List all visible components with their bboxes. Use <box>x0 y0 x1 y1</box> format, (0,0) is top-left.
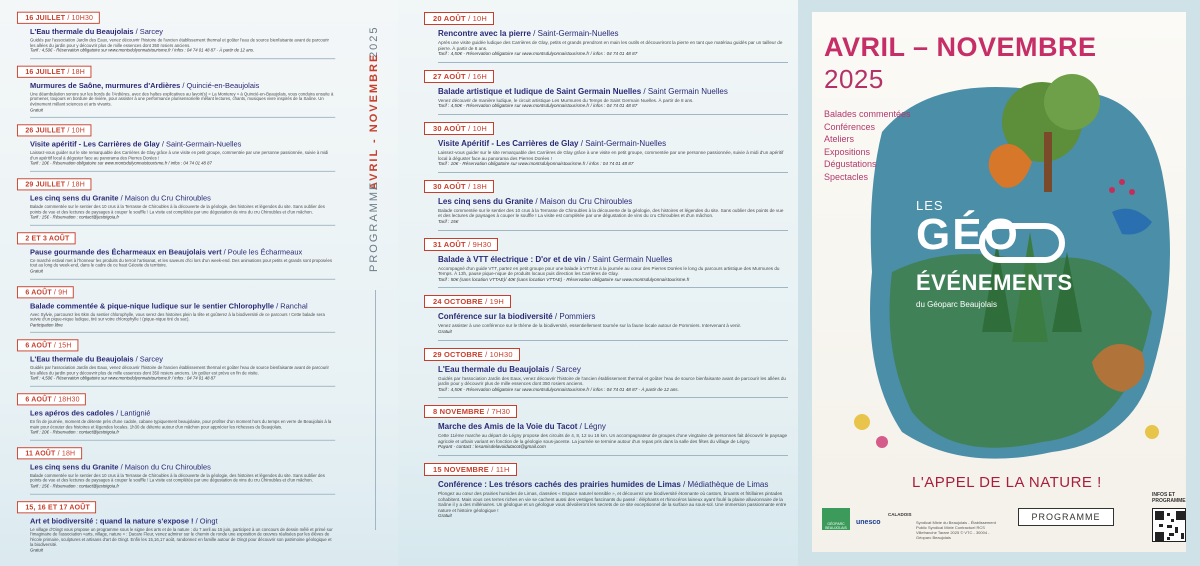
event-time: 18H <box>71 67 85 76</box>
event-description: Balade commentée sur le sentier des 10 crus à la Terrasse de Chiroubles à la découverte de la géologie, des histoires et légendes du site. Sans oublier des points de vue et des lectures de paysages à couper le souffle ! La visite est complétée par une dégustation de vins du cru Chiroubles et d'un mâchon. <box>438 207 784 219</box>
event-separator <box>30 58 335 59</box>
event-title: Pause gourmande des Écharmeaux en Beaujolais vert <box>30 247 222 257</box>
date-time-separator: / <box>51 395 59 404</box>
title-separator: / <box>180 81 187 90</box>
date-time-separator: / <box>465 239 473 249</box>
vertical-divider <box>375 290 376 530</box>
event-location: Oingt <box>199 516 218 526</box>
event-description: Laissez-vous guider sur le site remarquable des Carrières de Glay grâce à une visite en petit groupe, commentée par une personne passionnée, suivie à midi d'un apéritif local à déguster face au panorama des Pierres Dorées ! <box>438 149 784 161</box>
event-title-line <box>30 517 335 526</box>
event-date-tag <box>17 393 86 405</box>
event-title-line <box>30 140 335 149</box>
event-title-line <box>30 463 335 472</box>
logo-subtitle: du Géoparc Beaujolais <box>916 300 997 309</box>
title-separator: / <box>114 409 121 418</box>
event-date: 27 AOÛT <box>433 71 466 81</box>
event-date: 30 AOÛT <box>433 181 466 191</box>
event-info: Tarif : 4,50€ - Réservation obligatoire sur www.montsdulyonnaistourisme.fr / infos : 04 74 01 48 87 <box>30 376 216 381</box>
activity-item: Balades commentées <box>824 109 911 119</box>
event-location: Pommiers <box>559 312 596 322</box>
event-separator <box>30 386 335 387</box>
event-item <box>433 172 788 225</box>
event-title: Balade à VTT électrique : D'or et de vin <box>438 254 586 264</box>
event-info: Tarif : 10€ - Réservation obligatoire sur www.montsdulyonnaistourisme.fr / infos : 04 74 01 48 87 <box>30 160 212 166</box>
event-location: Lantignié <box>120 409 151 418</box>
date-time-separator: / <box>65 13 72 22</box>
event-item <box>433 287 788 334</box>
event-location: Médiathèque de Limas <box>687 480 769 490</box>
event-date-tag <box>17 178 92 190</box>
info-label: INFOS ET PROGRAMME <box>1152 492 1186 504</box>
date-time-separator: / <box>465 181 473 191</box>
activity-item: Conférences <box>824 121 876 132</box>
event-date-tag <box>424 70 494 83</box>
event-title: Les cinq sens du Granite <box>30 194 119 203</box>
event-item <box>25 493 335 553</box>
event-item <box>25 440 335 489</box>
event-date: 29 OCTOBRE <box>433 349 483 359</box>
event-location: Quincié-en-Beaujolais <box>186 81 260 90</box>
event-title: L'Eau thermale du Beaujolais <box>438 364 550 374</box>
event-title: Balade artistique et ludique de Saint Germain Nuelles <box>438 86 642 96</box>
event-date-tag <box>424 12 494 25</box>
event-date-tag <box>17 232 76 244</box>
event-time: 10H30 <box>489 349 513 359</box>
event-description: Venez assister à une conférence sur le thème de la biodiversité, essentiellement tournée sur la faune locale autour de Pommiers. Intervenant à venir. <box>438 323 742 329</box>
event-separator <box>30 225 335 226</box>
title-separator: / <box>577 422 585 432</box>
event-title: Rencontre avec la pierre <box>438 29 531 38</box>
activity-item: Ateliers <box>824 134 855 144</box>
event-item <box>25 278 335 327</box>
event-title: Art et biodiversité : quand la nature s'expose ! <box>30 516 194 526</box>
event-date-tag <box>424 295 511 308</box>
event-location: Ranchal <box>280 301 308 310</box>
legal-text: Syndicat Mixte du Beaujolais - Établissement Public Syndical Mixte Contractuel RCS Villefranche Tarare 2025 © VTC - 30004 - Géoparc Beaujolais <box>916 520 996 540</box>
event-info: Tarif : 50€ (sans location VTTAE)/ 40€ (sans location VTTAE) - Réservation obligatoire sur www.montsdulyonnaistourisme.fr <box>438 276 690 282</box>
date-time-separator: / <box>465 123 473 133</box>
event-separator <box>30 493 335 494</box>
event-time: 18H <box>61 448 76 458</box>
event-list-left <box>25 8 335 558</box>
event-date: 29 JUILLET <box>25 180 66 189</box>
event-separator <box>438 114 788 115</box>
event-time: 9H <box>58 287 68 297</box>
event-time: 10H <box>71 126 85 135</box>
vertical-programme: PROGRAMME <box>368 180 380 272</box>
event-separator <box>438 397 788 398</box>
event-title: Balade commentée & pique-nique ludique sur le sentier Chlorophylle <box>30 301 275 310</box>
event-item <box>25 8 335 53</box>
event-description: Une déambulation sonore sur les bords de l'Ardières, avec des haltes explicatives au lavoir(s) « La Monterey » à Quincié-en-Beaujolais, vous conduira ensuite à promener, toujours en bordure de rivière, pour assister à une performance plurisensorielle mêlant lectures, chants, musiques vivre inspirés de la Saône. Un événement mêlant sciences et arts vivants. <box>30 91 334 107</box>
event-info: Tarif : 10€ - Réservation obligatoire sur www.montsdulyonnaistourisme.fr / infos : 04 74 01 48 87 <box>438 161 634 167</box>
title-separator: / <box>552 312 560 322</box>
event-date: 8 NOVEMBRE <box>433 407 485 417</box>
date-time-separator: / <box>55 448 62 458</box>
date-time-separator: / <box>51 287 59 297</box>
event-item <box>433 397 788 450</box>
event-info: Gratuit <box>438 513 452 519</box>
panel-cover <box>798 0 1200 566</box>
panel-left <box>0 0 398 566</box>
event-separator <box>438 62 788 63</box>
event-item <box>25 386 335 435</box>
geoparc-logo: GÉOPARC BEAUJOLAIS <box>822 508 850 530</box>
event-description: Guidés par l'association Jardin des Eaux, venez découvrir l'histoire de l'ancien établissement thermal et goûter l'eau de source bienfaisante avant de parcourir les allées du jardin pour y découvrir plus de mille essences dont 350 rosiers anciens. <box>30 37 329 48</box>
partner-logos <box>822 508 912 538</box>
event-info: Payant - contact : lesamisdelavoidutacot@gmail.com <box>438 444 546 450</box>
event-info: Tarif : 15€ - Réservation : contact@jestoigoia.fr <box>30 483 120 489</box>
event-title-line <box>438 29 788 39</box>
date-time-separator: / <box>65 180 72 189</box>
event-title-line <box>30 355 335 364</box>
date-time-separator: / <box>51 341 59 350</box>
event-date-tag <box>424 180 494 193</box>
event-title-line <box>30 248 335 257</box>
event-item <box>433 455 788 519</box>
event-title-line <box>438 365 788 375</box>
event-item <box>433 62 788 109</box>
event-title-line <box>438 139 788 149</box>
event-separator <box>438 340 788 341</box>
event-date: 6 AOÛT <box>25 287 52 297</box>
cover-card <box>812 12 1186 552</box>
cover-year: 2025 <box>824 64 884 94</box>
cover-activities <box>824 108 911 183</box>
event-title: L'Eau thermale du Beaujolais <box>30 27 134 36</box>
event-item <box>433 340 788 393</box>
event-location: Sarcey <box>139 355 163 364</box>
event-date-tag <box>17 286 74 298</box>
event-date: 24 OCTOBRE <box>433 297 483 307</box>
event-title-line <box>30 194 335 203</box>
event-separator <box>438 230 788 231</box>
event-description: Balade commentée sur le sentier des 10 crus à la Terrasse de Chiroubles à la découverte de la géologie, des histoires et légendes du site. Sans oublier des points de vue et des lectures de paysages à couper le souffle ! La visite est complétée par une dégustation de vins du cru Chiroubles et d'un mâchon. <box>30 473 325 484</box>
event-location: Saint-Germain-Nuelles <box>537 29 619 38</box>
event-title: Murmures de Saône, murmures d'Ardières <box>30 81 181 90</box>
event-item <box>25 332 335 381</box>
event-description: Le village d'Oingt vous propose un programme sous le signe des arts et de la nature : du 7 avril au 15 juin, participez à un concours de dessin mêlé et primé sur l'imaginaire de l'association «arts, village, nature » : Dacare Fleur, venez admirer sur le chemin de ronde une exposition de œuvres réalisées par les élèves de l'école primaire, sculptures et artisans d'art de Oingt. Enfin les 15,16,17 août, randonnez en famille autour de Oingt pour découvrir son patrimoine géologique et la biodiversité. <box>30 526 333 548</box>
event-description: Accompagné d'un guide VTT, partez en petit groupe pour une balade à VTTAE à la journée au cœur des Pierres Dorées le long du parcours artistique des Murmures du Temps. À 13h, pause pique-nique de produits locaux puis direction les Carrières de Glay. <box>438 265 780 277</box>
event-time: 11H <box>495 465 510 475</box>
date-time-separator: / <box>65 126 72 135</box>
event-date-tag <box>424 348 520 361</box>
title-separator: / <box>549 364 556 374</box>
date-time-separator: / <box>482 349 490 359</box>
event-date: 16 JUILLET <box>25 13 66 22</box>
event-title-line <box>438 422 788 432</box>
event-date-tag <box>424 463 517 476</box>
event-location: Saint-Germain-Nuelles <box>585 138 667 148</box>
event-title-line <box>438 87 788 97</box>
event-info: Tarif : 15€ <box>438 218 459 224</box>
date-time-separator: / <box>465 71 473 81</box>
event-location: Sarcey <box>555 364 581 374</box>
event-item <box>25 117 335 166</box>
event-time: 10H <box>472 123 488 133</box>
activity-item: Dégustations <box>824 159 877 169</box>
event-separator <box>30 117 335 118</box>
event-info: Gratuit <box>438 328 452 334</box>
event-separator <box>30 440 335 441</box>
event-title: Conférence sur la biodiversité <box>438 312 553 322</box>
event-item <box>433 230 788 283</box>
programme-button[interactable]: PROGRAMME <box>1018 508 1114 526</box>
event-title-line <box>438 197 788 207</box>
event-time: 15H <box>58 341 72 350</box>
event-title-line <box>30 409 335 418</box>
event-time: 16H <box>472 71 488 81</box>
event-title-line <box>438 480 788 490</box>
event-time: 10H30 <box>71 13 94 22</box>
event-date: 15, 16 ET 17 AOÛT <box>25 502 90 512</box>
event-info: Tarif : 15€ - Réservation : contact@jestoigoia.fr <box>30 214 120 220</box>
event-info: Tarif : 20€ - Réservation : contact@jestoigoia.fr <box>30 429 120 435</box>
event-info: Gratuit <box>30 268 43 274</box>
event-date: 30 AOÛT <box>433 123 466 133</box>
event-date-tag <box>17 65 92 77</box>
event-description: Après une visite guidée ludique des Carrières de Glay, petits et grands prendront en main les outils et découvriront la pierre en tant que matériau guidés par un tailleur de pierre. À partir de 8 ans. <box>438 40 783 51</box>
event-item <box>433 114 788 167</box>
event-item <box>433 8 788 57</box>
qr-code[interactable] <box>1152 508 1186 542</box>
date-time-separator: / <box>484 407 492 417</box>
event-description: Plongez au cœur des prairies humides de Limas, classées « Espace naturel sensible », et découvrez une biodiversité étonnante où castors, bruants et fritillaires pintades cohabitent. Mais vous ces terres riches en vie se cachent aussi des vestiges fascinants du passé : éléphants et rhinocéros laineux ayant foulé la plaine alluvionnaire de la Saône il y a des millénaires. Un géologue et un géologue vous dévoileront les secrets de ce site exceptionnel de la surface au sous-sol. Une immersion passionnante entre nature et histoire géologique ! <box>438 491 787 513</box>
title-separator: / <box>159 140 167 149</box>
event-description: Guidés par l'association Jardin des Eaux, venez découvrir l'histoire de l'ancien établissement thermal et goûter l'eau de source bienfaisante avant de parcourir les allées du jardin pour y découvrir plus de mille essences dont 350 rosiers anciens. <box>438 375 786 387</box>
title-separator: / <box>193 516 200 526</box>
date-time-separator: / <box>465 14 473 23</box>
event-location: Légny <box>584 422 606 432</box>
title-separator: / <box>274 301 281 310</box>
title-separator: / <box>118 462 125 472</box>
event-description: En fin de journée, moment de détente près d'une cadole, cabane typiquement beaujolaise, pour profiter d'un moment hors du temps en verre de Beaujolais à la main pour écouter des histoires et légendes locales. 1h30 de détente autour d'un mâchon pour apprécier les richesses du Beaujolais. <box>30 419 332 430</box>
event-info: Participation libre <box>30 322 63 327</box>
event-title-line <box>30 81 335 90</box>
activity-item: Spectacles <box>824 171 869 182</box>
event-date-tag <box>424 122 494 135</box>
vertical-months: AVRIL - NOVEMBRE <box>368 52 380 190</box>
event-location: Sarcey <box>139 27 163 36</box>
event-location: Saint Germain Nuelles <box>592 254 673 264</box>
event-location: Maison du Cru Chiroubles <box>124 462 211 472</box>
title-separator: / <box>680 480 688 490</box>
event-date: 6 AOÛT <box>25 395 52 404</box>
event-info: Tarif : 4,50€ - Réservation obligatoire sur www.montsdulyonnaistourisme.fr / infos : 04 74 01 48 87 - À partir de 12 ans. <box>438 386 679 392</box>
event-date-tag <box>17 340 78 352</box>
vertical-year: 2025 <box>368 25 380 58</box>
event-date-tag <box>17 501 96 513</box>
title-separator: / <box>578 138 586 148</box>
event-date: 31 AOÛT <box>433 239 466 249</box>
event-description: Balade commentée sur le sentier des 10 crus à la Terrasse de Chiroubles à la découverte de la géologie, des histoires et légendes du site. Sans oublier des points de vue et des lectures de paysages à couper le souffle ! La visite est complétée par une dégustation de vins du cru Chiroubles et d'un mâchon. <box>30 204 325 215</box>
event-date: 20 AOÛT <box>433 14 466 23</box>
title-separator: / <box>533 196 540 206</box>
event-date: 15 NOVEMBRE <box>433 465 489 475</box>
event-list-middle <box>433 8 788 524</box>
date-time-separator: / <box>65 67 72 76</box>
event-description: Venez découvrir de manière ludique, le circuit artistique Les Murmures du Temps de Saint Germain Nuelles. À partir de 8 ans. <box>438 97 694 103</box>
event-time: 10H <box>472 14 488 23</box>
event-title: Visite apéritif - Les Carrières de Glay <box>30 140 160 149</box>
event-title: Les cinq sens du Granite <box>30 462 119 472</box>
event-info: Gratuit <box>30 107 43 112</box>
date-time-separator: / <box>482 297 490 307</box>
event-date: 26 JUILLET <box>25 126 66 135</box>
event-description: Cette 11ème marche au départ de Légny propose des circuits de 4, 8, 12 ou 16 km. Un accompagnateur de groupes d'une vingtaine de personnes fait découvrir le paysage agricole et urbain variant en fonction de la géologie sous-jacente. La journée se termine autour d'un repas pris dans la salle des fêtes du village de Légny. <box>438 433 788 444</box>
event-location: Maison du Cru Chiroubles <box>124 194 211 203</box>
caladois-logo: CALADOIS <box>888 512 912 517</box>
event-separator <box>438 287 788 288</box>
event-info: Gratuit <box>30 547 43 553</box>
event-time: 9H30 <box>472 239 492 249</box>
title-separator: / <box>118 194 125 203</box>
event-info: Tarif : 4,50€ - Réservation obligatoire sur www.montsdulyonnaistourisme.fr / infos : 04 74 01 48 87 <box>438 51 638 57</box>
event-date-tag <box>424 405 517 418</box>
event-description: Ce marché estival met à l'honneur les produits du terroir l'artisanat, et les saveurs d'ici lors d'un week-end. Des animations pour petits et grands sont proposées tout au long du week-end, dans le cadre de ce haut Géosite du territoire. <box>30 258 332 268</box>
event-title-line <box>30 302 335 311</box>
cover-months: AVRIL – NOVEMBRE <box>824 32 1097 62</box>
event-description: Avec Sylvie, parcourez les 6km du sentier chlorophylle, vous serez des histoires plein la tête et goûterez à la biodiversité de ce parcours ! Cette balade sera suivie d'un pique-nique ludique, tiré sur votre chlorophylle ! (pique-nique tiré du sac). <box>30 311 325 322</box>
event-time: 7H30 <box>491 407 511 417</box>
event-title: Marche des Amis de la Voie du Tacot <box>438 422 578 432</box>
unesco-logo: unesco <box>856 519 881 526</box>
event-location: Maison du Cru Chiroubles <box>539 196 633 206</box>
title-separator: / <box>133 355 140 364</box>
event-description: Laissez-vous guider sur le site remarquable des Carrières de Glay grâce à une visite en petit groupe, commentée par une personne passionnée, suivie à midi d'un apéritif local à déguster face au panorama des Pierres Dorées ! <box>30 150 329 161</box>
event-separator <box>438 455 788 456</box>
event-time: 18H <box>71 180 85 189</box>
title-separator: / <box>221 247 228 257</box>
logo-les: LES <box>916 198 944 213</box>
event-separator <box>30 171 335 172</box>
event-location: Saint Germain Nuelles <box>647 86 728 96</box>
event-description: Guidés par l'association Jardin des Eaux, venez découvrir l'histoire de l'ancien établissement thermal et goûter l'eau de source bienfaisante avant de parcourir les allées du jardin pour y découvrir plus de mille essences dont 350 rosiers anciens. Un goûter est prévu en fin de visite. <box>30 365 329 376</box>
event-date: 16 JUILLET <box>25 67 66 76</box>
event-title-line <box>438 312 788 322</box>
event-location: Saint-Germain-Nuelles <box>166 140 242 149</box>
event-item <box>25 225 335 274</box>
activity-item: Expositions <box>824 146 871 157</box>
event-item <box>25 171 335 220</box>
event-info: Tarif : 4,50€ - Réservation obligatoire sur www.montsdulyonnaistourisme.fr / infos : 04 74 01 48 87 - À partir de 12 ans. <box>30 48 255 53</box>
event-title: Les cinq sens du Granite <box>438 196 534 206</box>
event-date-tag <box>17 447 82 459</box>
event-separator <box>438 172 788 173</box>
panel-middle <box>398 0 798 566</box>
event-title: L'Eau thermale du Beaujolais <box>30 355 134 364</box>
event-time: 18H30 <box>58 395 80 404</box>
event-title-line <box>30 28 335 37</box>
event-item <box>25 58 335 112</box>
event-title: Les apéros des cadoles <box>30 409 115 418</box>
event-title: Conférence : Les trésors cachés des prairies humides de Limas <box>438 480 681 490</box>
event-location: Poule les Écharmeaux <box>227 247 303 257</box>
event-date-tag <box>17 12 100 24</box>
event-time: 18H <box>472 181 488 191</box>
event-date: 11 AOÛT <box>25 448 56 458</box>
event-separator <box>30 332 335 333</box>
logo-geo: GÉO <box>916 210 1020 259</box>
date-time-separator: / <box>488 465 496 475</box>
title-separator: / <box>530 29 538 38</box>
event-date-tag <box>17 124 92 136</box>
event-title: Visite Apéritif - Les Carrières de Glay <box>438 138 579 148</box>
event-date-tag <box>424 238 498 251</box>
event-date: 6 AOÛT <box>25 341 52 350</box>
title-separator: / <box>585 254 593 264</box>
slogan: L'APPEL DE LA NATURE ! <box>912 474 1102 491</box>
event-time: 19H <box>489 297 505 307</box>
title-separator: / <box>133 27 140 36</box>
event-info: Tarif : 4,50€ - Réservation obligatoire sur www.montsdulyonnaistourisme.fr / infos : 04 74 01 48 87 <box>438 103 638 109</box>
event-title-line <box>438 255 788 265</box>
logo-evenements: ÉVÉNEMENTS <box>916 270 1073 295</box>
title-separator: / <box>641 86 648 96</box>
event-date: 2 ET 3 AOÛT <box>25 233 70 243</box>
event-separator <box>30 278 335 279</box>
